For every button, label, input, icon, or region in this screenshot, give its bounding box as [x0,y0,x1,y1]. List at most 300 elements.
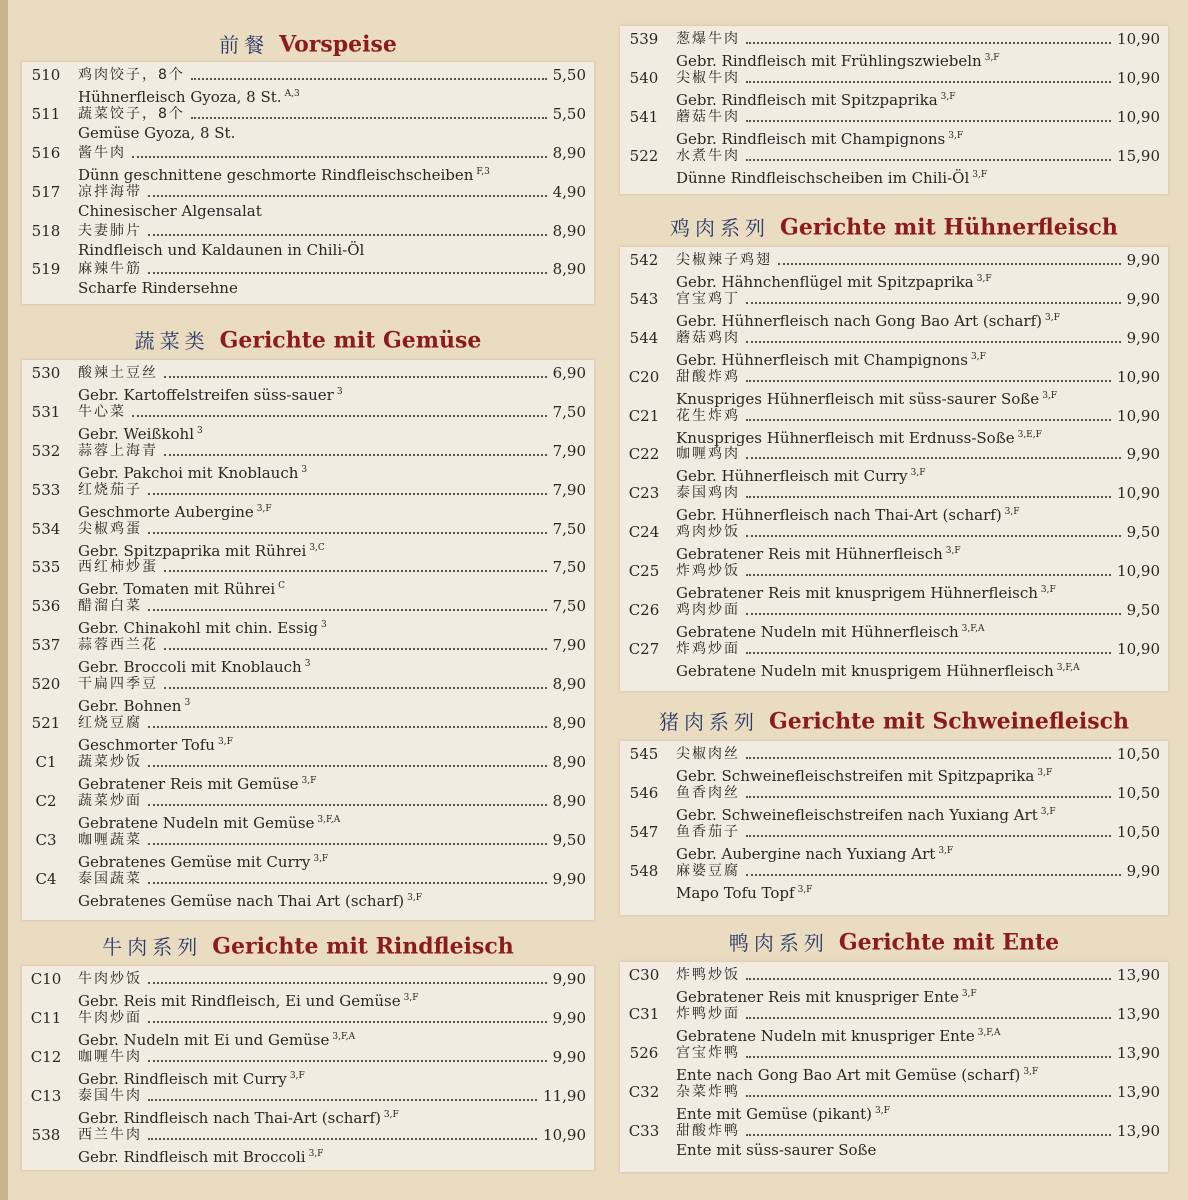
item-name-german: Gebr. Chinakohl mit chin. Essig [78,619,319,638]
item-name-chinese: 麻辣牛筋 [78,261,142,278]
allergen-codes: 3,F [972,169,988,180]
menu-item-c21 [620,407,1168,446]
item-number: 534 [31,519,61,538]
allergen-codes: 3,F [256,503,272,514]
allergen-codes: 3,E,F [1017,429,1042,440]
item-price: 8,90 [552,675,586,694]
menu-item-c11 [22,1009,594,1048]
item-name-chinese: 甜酸炸鸡 [676,368,740,385]
item-price: 13,90 [1117,1004,1160,1023]
dot-leader [746,418,1111,421]
section-heading [22,926,594,966]
allergen-codes: A,3 [284,89,300,99]
allergen-codes: 3 [336,387,343,397]
item-price: 7,90 [552,636,586,655]
item-price: 9,90 [552,970,586,988]
item-description [676,842,1160,864]
menu-item-516 [22,144,594,183]
menu-item-531 [22,403,594,442]
item-name-german: Gebr. Spitzpaprika mit Rührei [78,541,307,560]
item-name-chinese: 蘑菇牛肉 [676,108,740,125]
menu-item-c3 [22,831,594,870]
dot-leader [746,977,1111,980]
dot-leader [148,1098,537,1101]
dot-leader [746,495,1111,498]
item-price: 5,50 [552,66,586,84]
item-price: 10,90 [1117,107,1160,126]
section-title-chinese: 牛肉系列 [102,934,203,959]
allergen-codes: 3,F [945,546,961,557]
item-price: 6,90 [552,364,586,382]
menu-items-panel [22,360,594,920]
item-title-line [78,1009,586,1028]
item-name-german: Gemüse Gyoza, 8 St. [78,123,236,142]
item-description [78,772,586,794]
menu-item-c13 [22,1087,594,1126]
item-description [676,1063,1160,1085]
item-title-line [676,69,1160,88]
allergen-codes: 3,F [289,1070,305,1081]
item-name-chinese: 花生炸鸡 [676,407,740,424]
item-name-german: Mapo Tofu Topf [676,883,795,902]
item-description [78,279,586,298]
item-number: C24 [628,523,660,542]
allergen-codes: 3,F,A [332,1031,356,1042]
item-description [78,1067,586,1089]
item-description [78,1106,586,1128]
item-price: 8,90 [552,221,586,240]
dot-leader [148,1020,547,1023]
item-number: 511 [31,104,61,123]
item-description [78,163,586,185]
item-description [78,124,586,143]
item-name-chinese: 甜酸炸鸭 [676,1122,740,1139]
item-price: 10,90 [1117,30,1160,48]
item-name-german: Gebr. Hähnchenflügel mit Spitzpaprika [676,273,974,291]
item-description [676,348,1160,370]
item-number: 545 [629,745,659,763]
allergen-codes: 3,F [948,130,964,141]
item-name-german: Gebratener Reis mit Hühnerfleisch [676,545,943,564]
allergen-codes: 3,F,A [977,1027,1001,1038]
menu-item-511 [22,105,594,144]
menu-item-522 [620,147,1168,186]
item-name-chinese: 宫宝鸡丁 [676,290,740,307]
item-number: 536 [31,597,61,616]
item-price: 8,90 [552,752,586,771]
item-number: 526 [629,1043,659,1062]
item-name-german: Gebr. Rindfleisch mit Spitzpaprika [676,90,938,109]
section-title-german: Gerichte mit Ente [838,929,1060,956]
item-name-german: Gebratener Reis mit knusprigem Hühnerfleisch [676,584,1038,603]
item-name-chinese: 泰国蔬菜 [78,870,142,887]
menu-item-547 [620,823,1168,862]
allergen-codes: 3,F,A [961,624,985,635]
dot-leader [148,233,547,236]
section-title-chinese: 鸡肉系列 [670,215,771,240]
item-name-german: Rindfleisch und Kaldaunen in Chili-Öl [78,240,365,259]
item-title-line [78,597,586,616]
allergen-codes: 3,F,A [1056,662,1080,673]
item-price: 9,90 [1126,251,1160,269]
menu-item-533 [22,481,594,520]
section-title-chinese: 前餐 [219,32,270,57]
menu-item-c32 [620,1083,1168,1122]
allergen-codes: 3,F [407,892,422,903]
item-name-chinese: 泰国牛肉 [78,1087,142,1104]
item-price: 9,50 [1126,601,1160,620]
menu-item-c12 [22,1048,594,1087]
item-name-chinese: 酱牛肉 [78,144,126,161]
menu-item-c4 [22,870,594,909]
item-number: C10 [30,970,62,988]
item-number: C26 [628,601,660,620]
menu-item-c26 [620,601,1168,640]
item-description [78,85,586,107]
item-number: 544 [629,328,659,347]
item-title-line [676,823,1160,842]
item-number: 539 [629,30,659,48]
item-number: 533 [31,480,61,499]
item-number: 520 [31,675,61,694]
item-description [676,542,1160,564]
item-number: 548 [629,861,659,880]
section-heading [22,24,594,64]
item-name-chinese: 炸鸡炒面 [676,640,740,657]
item-title-line [78,105,586,124]
item-name-german: Knuspriges Hühnerfleisch mit süss-saurer Soße [676,389,1040,408]
allergen-codes: 3 [184,698,191,709]
menu-item-c25 [620,562,1168,601]
item-name-german: Gebr. Hühnerfleisch nach Thai-Art (scharf) [676,506,1002,525]
allergen-codes: 3,F [313,853,329,864]
item-name-german: Ente mit Gemüse (pikant) [676,1104,873,1123]
item-price: 10,90 [1117,562,1160,581]
item-name-german: Gebr. Weißkohl [78,424,194,443]
item-number: C2 [35,791,57,810]
allergen-codes: 3,F,A [317,814,341,825]
menu-item-540 [620,69,1168,108]
item-description [78,461,586,483]
item-number: 531 [31,402,61,421]
item-name-german: Geschmorte Aubergine [78,502,254,521]
menu-item-537 [22,636,594,675]
dot-leader [148,194,547,197]
dot-leader [148,803,547,806]
item-name-german: Ente mit süss-saurer Soße [676,1140,877,1159]
allergen-codes: 3,F [308,1148,324,1159]
item-name-chinese: 醋溜白菜 [78,598,142,615]
item-description [676,49,1160,71]
allergen-codes: 3,F [971,351,986,362]
item-number: C13 [30,1086,62,1105]
menu-item-520 [22,675,594,714]
item-description [676,1102,1160,1124]
item-name-chinese: 尖椒牛肉 [676,69,740,86]
item-description [676,985,1160,1007]
menu-item-c27 [620,640,1168,679]
item-name-chinese: 蔬菜炒饭 [78,753,142,770]
item-title-line [676,640,1160,659]
dot-leader [746,834,1111,837]
item-description [676,881,1160,903]
item-title-line [78,520,586,539]
item-name-german: Gebr. Rindfleisch nach Thai-Art (scharf) [78,1108,381,1127]
dot-leader [746,80,1111,83]
item-title-line [78,1087,586,1106]
item-number: 521 [31,714,61,733]
dot-leader [746,873,1121,876]
dot-leader [746,456,1121,459]
item-name-german: Dünn geschnittene geschmorte Rindfleischscheiben [78,165,474,184]
item-name-german: Gebratene Nudeln mit Gemüse [78,813,315,832]
item-number: 532 [31,441,61,460]
dot-leader [746,795,1111,798]
allergen-codes: 3,F [976,274,992,284]
item-price: 9,90 [1126,445,1160,464]
item-title-line [78,831,586,850]
item-price: 10,50 [1117,745,1160,763]
item-name-german: Gebr. Schweinefleischstreifen nach Yuxiang Art [676,805,1038,824]
dot-leader [148,492,547,495]
item-title-line [676,562,1160,581]
item-title-line [78,403,586,422]
item-title-line [676,745,1160,764]
item-name-chinese: 尖椒辣子鸡翅 [676,252,772,268]
item-description [676,659,1160,681]
item-price: 9,90 [1126,861,1160,880]
item-number: C12 [30,1047,62,1066]
dot-leader [191,77,547,80]
item-price: 7,50 [552,558,586,577]
section-heading [620,701,1168,741]
dot-leader [148,608,547,611]
item-description [78,202,586,221]
menu-item-517 [22,183,594,222]
item-price: 5,50 [552,104,586,123]
dot-leader [746,379,1111,382]
dot-leader [164,686,547,689]
dot-leader [746,158,1111,161]
dot-leader [148,842,547,845]
allergen-codes: 3,F [383,1109,399,1120]
menu-item-536 [22,597,594,636]
item-name-german: Gebr. Rindfleisch mit Frühlingszwiebeln [676,52,982,70]
dot-leader [164,647,547,650]
dot-leader [746,340,1121,343]
allergen-codes: F,3 [476,166,490,177]
menu-item-518 [22,222,594,261]
menu-items-panel [620,26,1168,194]
allergen-codes: C [278,581,286,592]
item-name-chinese: 蔬菜炒面 [78,792,142,809]
item-number: C27 [628,639,660,658]
item-number: C11 [30,1008,62,1027]
item-name-german: Gebratener Reis mit Gemüse [78,774,299,793]
item-description [78,694,586,716]
menu-item-c31 [620,1005,1168,1044]
item-name-chinese: 麻婆豆腐 [676,862,740,879]
item-name-chinese: 蒜蓉上海青 [78,442,158,459]
dot-leader [164,569,547,572]
dot-leader [746,651,1111,654]
item-name-german: Gebratenes Gemüse nach Thai Art (scharf) [78,891,405,910]
menu-item-534 [22,520,594,559]
item-name-german: Gebr. Bohnen [78,697,182,716]
menu-item-c33 [620,1122,1168,1161]
allergen-codes: 3,F [217,737,233,748]
item-title-line [78,222,586,241]
item-description [78,811,586,833]
item-number: 537 [31,636,61,655]
item-description [676,581,1160,603]
item-price: 9,90 [1126,289,1160,308]
menu-item-546 [620,784,1168,823]
item-title-line [676,108,1160,127]
section-title-chinese: 鸭肉系列 [728,930,829,955]
item-name-german: Gebr. Schweinefleischstreifen mit Spitzpaprika [676,767,1035,785]
item-number: C25 [628,562,660,581]
item-title-line [78,1126,586,1145]
menu-item-543 [620,290,1168,329]
menu-item-519 [22,260,594,299]
menu-item-526 [620,1044,1168,1083]
item-name-chinese: 尖椒肉丝 [676,746,740,762]
item-name-chinese: 干扁四季豆 [78,676,158,693]
item-title-line [676,523,1160,542]
item-price: 9,90 [552,1008,586,1027]
item-name-german: Gebratene Nudeln mit Hühnerfleisch [676,623,959,642]
menu-item-538 [22,1126,594,1165]
item-title-line [676,445,1160,464]
item-name-german: Gebr. Pakchoi mit Knoblauch [78,463,299,482]
menu-items-panel [22,62,594,304]
allergen-codes: 3,F [301,775,317,786]
item-name-chinese: 红烧豆腐 [78,715,142,732]
item-number: C20 [628,367,660,386]
item-name-chinese: 咖喱鸡肉 [676,446,740,463]
item-description [676,166,1160,188]
allergen-codes: 3,F [1023,1066,1039,1077]
section-heading [22,320,594,360]
item-number: 535 [31,558,61,577]
allergen-codes: 3,F [1042,390,1058,401]
item-description [676,503,1160,525]
item-title-line [78,481,586,500]
item-description [676,127,1160,149]
menu-items-panel [620,247,1168,691]
item-number: 518 [31,221,61,240]
allergen-codes: 3,F [984,53,1000,63]
item-price: 13,90 [1117,1121,1160,1140]
item-price: 9,50 [1126,523,1160,542]
item-title-line [78,675,586,694]
item-name-chinese: 鱼香茄子 [676,823,740,840]
item-title-line [78,183,586,202]
item-title-line [78,558,586,577]
menu-item-541 [620,108,1168,147]
dot-leader [132,414,547,417]
item-name-german: Ente nach Gong Bao Art mit Gemüse (scharf) [676,1065,1021,1084]
item-price: 7,50 [552,597,586,616]
dot-leader [746,1055,1111,1058]
item-number: 517 [31,182,61,201]
item-description [676,803,1160,825]
item-name-chinese: 炸鸭炒饭 [676,967,740,983]
allergen-codes: 3 [304,659,311,670]
section-title-german: Gerichte mit Rindfleisch [212,933,514,960]
item-name-chinese: 凉拌海带 [78,183,142,200]
dot-leader [148,271,547,274]
allergen-codes: 3,F [1040,585,1056,596]
item-title-line [676,1005,1160,1024]
item-price: 7,50 [552,402,586,421]
item-name-chinese: 炸鸭炒面 [676,1005,740,1022]
item-price: 13,90 [1117,1043,1160,1062]
item-price: 10,90 [1117,639,1160,658]
item-price: 15,90 [1117,146,1160,165]
allergen-codes: 3,F [910,468,926,479]
dot-leader [148,881,547,884]
item-number: C33 [628,1121,660,1140]
item-number: 510 [31,66,61,84]
item-price: 7,50 [552,519,586,538]
item-name-chinese: 蔬菜饺子，8个 [78,105,185,122]
item-name-german: Gebr. Nudeln mit Ei und Gemüse [78,1030,330,1049]
item-title-line [676,1044,1160,1063]
item-name-chinese: 水煮牛肉 [676,147,740,164]
item-title-line [78,66,586,85]
item-name-chinese: 咖喱牛肉 [78,1048,142,1065]
item-title-line [676,601,1160,620]
item-number: 542 [629,251,659,269]
allergen-codes: 3,F [938,845,954,856]
item-title-line [78,636,586,655]
item-name-chinese: 鸡肉炒饭 [676,524,740,541]
dot-leader [148,725,547,728]
item-name-german: Hühnerfleisch Gyoza, 8 St. [78,88,282,106]
item-number: 538 [31,1125,61,1144]
item-title-line [78,364,586,383]
item-description [78,889,586,911]
item-title-line [676,290,1160,309]
dot-leader [778,262,1121,265]
item-number: 546 [629,783,659,802]
item-name-german: Gebratenes Gemüse mit Curry [78,852,311,871]
item-name-chinese: 炸鸡炒饭 [676,563,740,580]
item-title-line [676,407,1160,426]
item-description [78,500,586,522]
item-title-line [676,784,1160,803]
item-price: 11,90 [543,1086,586,1105]
item-title-line [676,251,1160,270]
menu-item-544 [620,329,1168,368]
allergen-codes: 3,F [961,989,977,999]
item-number: 519 [31,260,61,279]
item-name-german: Gebratener Reis mit knuspriger Ente [676,988,959,1006]
item-price: 9,90 [552,869,586,888]
item-price: 7,90 [552,441,586,460]
section-title-german: Gerichte mit Schweinefleisch [768,708,1130,735]
menu-items-panel [620,741,1168,915]
item-number: 522 [629,146,659,165]
item-name-german: Gebr. Aubergine nach Yuxiang Art [676,844,936,863]
item-title-line [78,442,586,461]
item-description [78,850,586,872]
dot-leader [746,1133,1111,1136]
dot-leader [746,41,1111,44]
item-price: 7,90 [552,480,586,499]
